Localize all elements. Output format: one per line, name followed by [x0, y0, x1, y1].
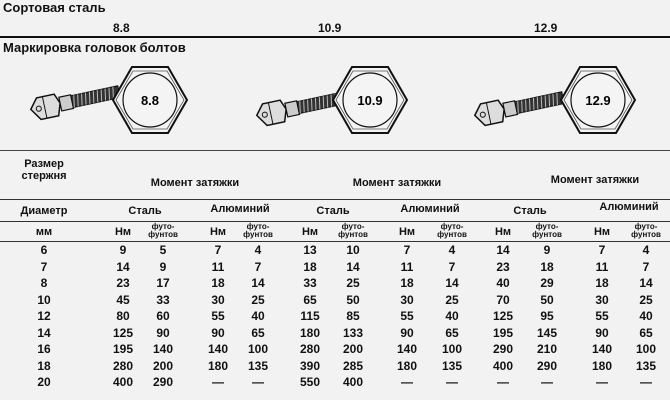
- torque-cell: 65: [303, 292, 317, 307]
- torque-cell: 14: [496, 243, 510, 257]
- torque-cell: 10: [346, 243, 360, 257]
- torque-cell: 60: [156, 309, 170, 323]
- ftlb-unit: футо- фунтов: [437, 222, 467, 239]
- ftlb-unit: футо- фунтов: [338, 222, 368, 239]
- torque-cell: —: [640, 375, 652, 389]
- hex-label-3: 12.9: [585, 93, 611, 108]
- table-row: [0, 276, 670, 293]
- torque-cell: 140: [152, 342, 174, 356]
- torque-cell: 23: [496, 259, 510, 274]
- torque-cell: 90: [400, 325, 414, 340]
- torque-cell: 18: [303, 259, 317, 274]
- torque-cell: 55: [595, 309, 609, 323]
- torque-cell: 18: [595, 276, 609, 290]
- torque-cell: 290: [492, 342, 514, 356]
- torque-cell: 17: [156, 276, 170, 290]
- table-row: [0, 260, 670, 277]
- torque-cell: 65: [445, 325, 459, 340]
- torque-cell: 5: [159, 243, 167, 257]
- torque-cell: 125: [112, 325, 134, 340]
- torque-cell: 40: [445, 309, 459, 323]
- nm-unit: Нм: [301, 226, 319, 238]
- torque-cell: 90: [211, 325, 225, 340]
- torque-cell: 13: [303, 243, 317, 257]
- torque-cell: 65: [639, 325, 653, 340]
- torque-cell: —: [446, 375, 458, 389]
- diameter-cell: 18: [37, 358, 51, 373]
- steel-header-1: Сталь: [128, 205, 162, 217]
- torque-cell: 100: [635, 342, 657, 356]
- torque-cell: 125: [492, 309, 514, 323]
- torque-cell: 9: [159, 259, 167, 274]
- diameter-header: Диаметр: [20, 205, 68, 217]
- diameter-cell: 16: [37, 342, 51, 356]
- divider: [0, 221, 670, 222]
- torque-cell: 14: [116, 259, 130, 274]
- torque-cell: 33: [303, 276, 317, 290]
- table-row: [0, 342, 670, 359]
- torque-cell: 25: [251, 292, 265, 307]
- nm-unit: Нм: [114, 226, 132, 238]
- torque-table: [0, 243, 670, 392]
- torque-cell: 11: [211, 259, 225, 274]
- torque-cell: 180: [396, 358, 418, 373]
- torque-cell: 11: [595, 259, 609, 274]
- torque-cell: 400: [492, 358, 514, 373]
- torque-cell: —: [497, 375, 509, 389]
- torque-cell: 29: [540, 276, 554, 290]
- torque-cell: 4: [642, 243, 650, 257]
- torque-cell: 65: [251, 325, 265, 340]
- divider: [0, 241, 670, 242]
- torque-cell: 9: [119, 243, 127, 257]
- steel-header-2: Сталь: [316, 205, 350, 217]
- torque-cell: 9: [543, 243, 551, 257]
- torque-cell: 7: [598, 243, 606, 257]
- torque-cell: 180: [207, 358, 229, 373]
- torque-cell: 7: [214, 243, 222, 257]
- ftlb-unit: футо- фунтов: [148, 222, 178, 239]
- torque-cell: 50: [540, 292, 554, 307]
- table-row: [0, 309, 670, 326]
- table-row: [0, 359, 670, 376]
- aluminum-header-3: Алюминий: [599, 201, 659, 213]
- diameter-cell: 12: [37, 309, 51, 323]
- torque-cell: 280: [299, 342, 321, 356]
- torque-cell: 11: [400, 259, 414, 274]
- torque-cell: 30: [595, 292, 609, 307]
- torque-cell: 7: [403, 243, 411, 257]
- diameter-cell: 20: [37, 375, 51, 389]
- torque-cell: 33: [156, 292, 170, 307]
- table-row: [0, 326, 670, 343]
- ftlb-unit: футо- фунтов: [631, 222, 661, 239]
- nm-unit: Нм: [209, 226, 227, 238]
- torque-cell: 400: [112, 375, 134, 389]
- torque-cell: 45: [116, 292, 130, 307]
- torque-cell: 25: [445, 292, 459, 307]
- torque-cell: 195: [492, 325, 514, 340]
- diameter-cell: 10: [37, 292, 51, 307]
- torque-cell: 25: [346, 276, 360, 290]
- torque-cell: 100: [247, 342, 269, 356]
- aluminum-header-1: Алюминий: [210, 203, 270, 215]
- grade-label-3: 12.9: [534, 21, 558, 35]
- torque-cell: —: [541, 375, 553, 389]
- moment-header-2: Момент затяжки: [352, 177, 442, 189]
- torque-cell: 135: [441, 358, 463, 373]
- divider: [0, 36, 670, 38]
- torque-cell: 14: [639, 276, 653, 290]
- moment-header-1: Момент затяжки: [150, 177, 240, 189]
- torque-cell: 7: [448, 259, 456, 274]
- torque-cell: 55: [400, 309, 414, 323]
- torque-cell: 135: [247, 358, 269, 373]
- table-row: [0, 375, 670, 392]
- moment-header-3: Момент затяжки: [550, 174, 640, 186]
- torque-cell: 4: [254, 243, 262, 257]
- nm-unit: Нм: [593, 226, 611, 238]
- torque-cell: 200: [342, 342, 364, 356]
- torque-cell: 50: [346, 292, 360, 307]
- torque-cell: 40: [639, 309, 653, 323]
- diameter-cell: 6: [40, 243, 48, 257]
- size-header: Размер стержня: [21, 158, 67, 182]
- torque-cell: —: [212, 375, 224, 389]
- aluminum-header-2: Алюминий: [400, 203, 460, 215]
- torque-cell: 40: [496, 276, 510, 290]
- torque-cell: 180: [591, 358, 613, 373]
- torque-cell: 180: [299, 325, 321, 340]
- nm-unit: Нм: [398, 226, 416, 238]
- torque-cell: 280: [112, 358, 134, 373]
- torque-cell: 285: [342, 358, 364, 373]
- ftlb-unit: футо- фунтов: [243, 222, 273, 239]
- grade-label-2: 10.9: [318, 21, 342, 35]
- torque-cell: —: [252, 375, 264, 389]
- diameter-cell: 7: [40, 259, 48, 274]
- table-row: [0, 293, 670, 310]
- torque-cell: 85: [346, 309, 360, 323]
- torque-cell: 14: [445, 276, 459, 290]
- torque-cell: 210: [536, 342, 558, 356]
- torque-cell: 135: [635, 358, 657, 373]
- torque-cell: 290: [536, 358, 558, 373]
- torque-cell: 55: [211, 309, 225, 323]
- torque-cell: 145: [536, 325, 558, 340]
- section-title: Сортовая сталь: [3, 0, 106, 15]
- torque-cell: 25: [639, 292, 653, 307]
- mm-unit: мм: [35, 226, 53, 238]
- torque-cell: 18: [400, 276, 414, 290]
- torque-cell: 23: [116, 276, 130, 290]
- divider: [0, 199, 670, 200]
- torque-cell: 140: [396, 342, 418, 356]
- torque-cell: 30: [211, 292, 225, 307]
- torque-cell: 14: [251, 276, 265, 290]
- torque-cell: 18: [211, 276, 225, 290]
- torque-cell: 30: [400, 292, 414, 307]
- torque-cell: 90: [156, 325, 170, 340]
- torque-cell: 14: [346, 259, 360, 274]
- marking-title: Маркировка головок болтов: [3, 40, 186, 55]
- torque-cell: 140: [207, 342, 229, 356]
- torque-cell: 7: [254, 259, 262, 274]
- torque-cell: 400: [342, 375, 364, 389]
- bolt-heads-illustration: [0, 60, 670, 150]
- torque-cell: 100: [441, 342, 463, 356]
- grade-label-1: 8.8: [113, 21, 130, 35]
- torque-cell: 95: [540, 309, 554, 323]
- torque-cell: 7: [642, 259, 650, 274]
- torque-cell: 290: [152, 375, 174, 389]
- torque-cell: 115: [300, 309, 320, 323]
- table-row: [0, 243, 670, 260]
- torque-cell: 140: [591, 342, 613, 356]
- torque-cell: 70: [496, 292, 510, 307]
- torque-cell: 195: [112, 342, 134, 356]
- torque-cell: 133: [342, 325, 364, 340]
- hex-label-1: 8.8: [140, 93, 160, 108]
- torque-cell: 90: [595, 325, 609, 340]
- diameter-cell: 8: [40, 276, 48, 290]
- torque-cell: 80: [116, 309, 130, 323]
- torque-cell: —: [401, 375, 413, 389]
- torque-cell: 4: [448, 243, 456, 257]
- divider: [0, 150, 670, 151]
- torque-cell: —: [596, 375, 608, 389]
- hex-label-2: 10.9: [357, 93, 383, 108]
- torque-cell: 200: [152, 358, 174, 373]
- diameter-cell: 14: [37, 325, 51, 340]
- steel-header-3: Сталь: [513, 205, 547, 217]
- torque-cell: 40: [251, 309, 265, 323]
- torque-cell: 550: [299, 375, 321, 389]
- torque-cell: 18: [540, 259, 554, 274]
- nm-unit: Нм: [494, 226, 512, 238]
- ftlb-unit: футо- фунтов: [532, 222, 562, 239]
- torque-cell: 390: [299, 358, 321, 373]
